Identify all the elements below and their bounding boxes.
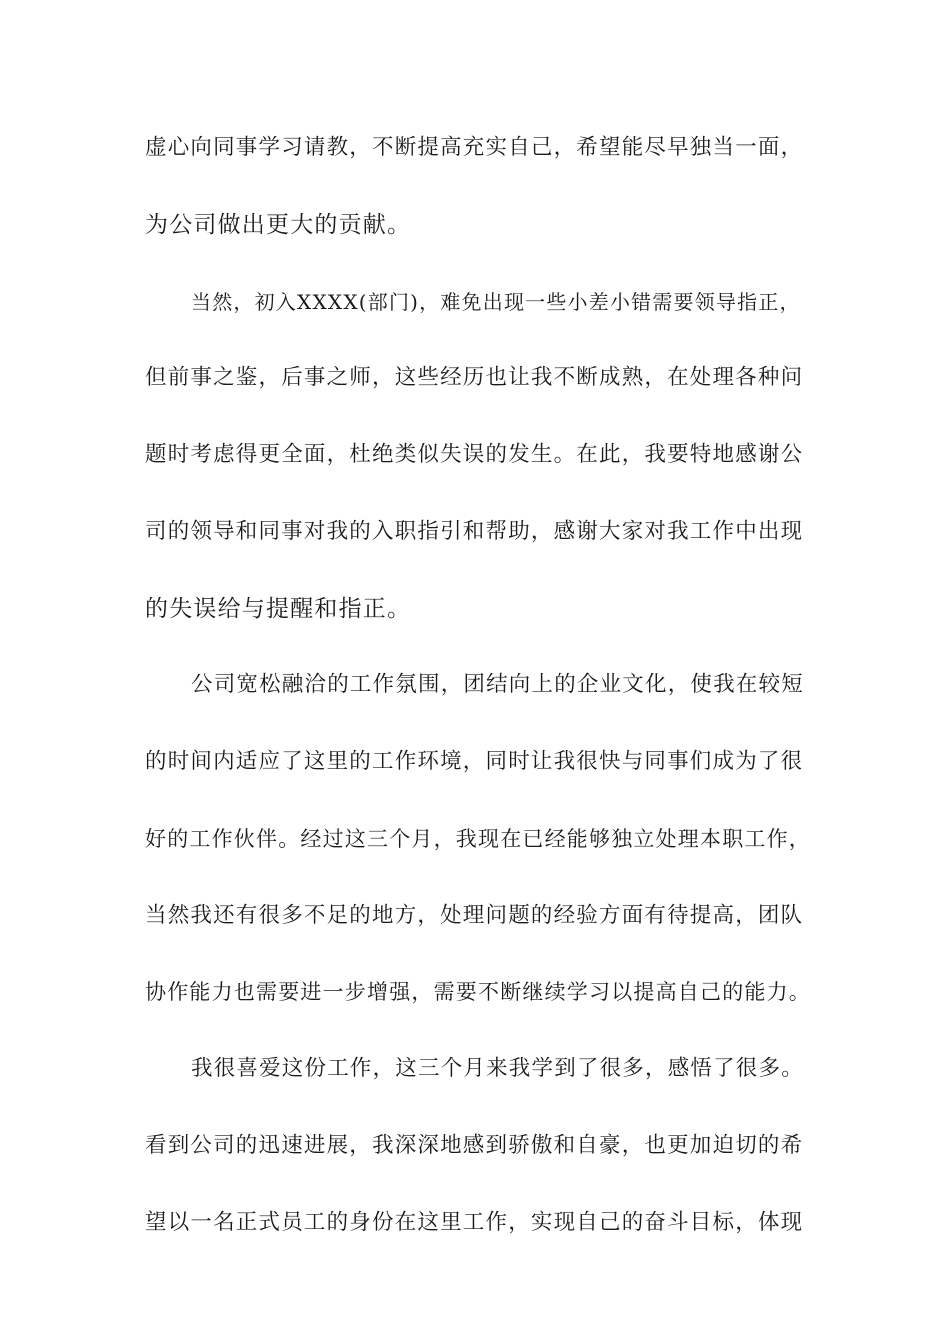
text-line: 好的工作伙伴。经过这三个月，我现在已经能够独立处理本职工作， [145, 827, 811, 851]
text-line: 的失误给与提醒和指正。 [145, 596, 412, 622]
text-line: 当然我还有很多不足的地方，处理问题的经验方面有待提高，团队 [145, 903, 804, 928]
paragraph-start-line: 我很喜爱这份工作，这三个月来我学到了很多，感悟了很多。 [191, 1056, 804, 1081]
text-line: 虚心向同事学习请教，不断提高充实自己，希望能尽早独当一面， [145, 135, 804, 160]
text-line: 但前事之鉴，后事之师，这些经历也让我不断成熟，在处理各种问 [145, 365, 804, 390]
text-line: 题时考虑得更全面，杜绝类似失误的发生。在此，我要特地感谢公 [145, 442, 804, 467]
paragraph-start-line: 当然，初入XXXX(部门)，难免出现一些小差小错需要领导指正， [191, 290, 801, 314]
text-line: 司的领导和同事对我的入职指引和帮助，感谢大家对我工作中出现 [145, 519, 804, 544]
text-line: 的时间内适应了这里的工作环境，同时让我很快与同事们成为了很 [145, 749, 804, 774]
text-line: 协作能力也需要进一步增强，需要不断继续学习以提高自己的能力。 [145, 980, 811, 1004]
paragraph-start-line: 公司宽松融洽的工作氛围，团结向上的企业文化，使我在较短 [191, 672, 804, 697]
text-line: 望以一名正式员工的身份在这里工作，实现自己的奋斗目标，体现 [145, 1210, 804, 1235]
text-line: 看到公司的迅速进展，我深深地感到骄傲和自豪，也更加迫切的希 [145, 1133, 804, 1158]
text-line: 为公司做出更大的贡献。 [145, 212, 412, 238]
